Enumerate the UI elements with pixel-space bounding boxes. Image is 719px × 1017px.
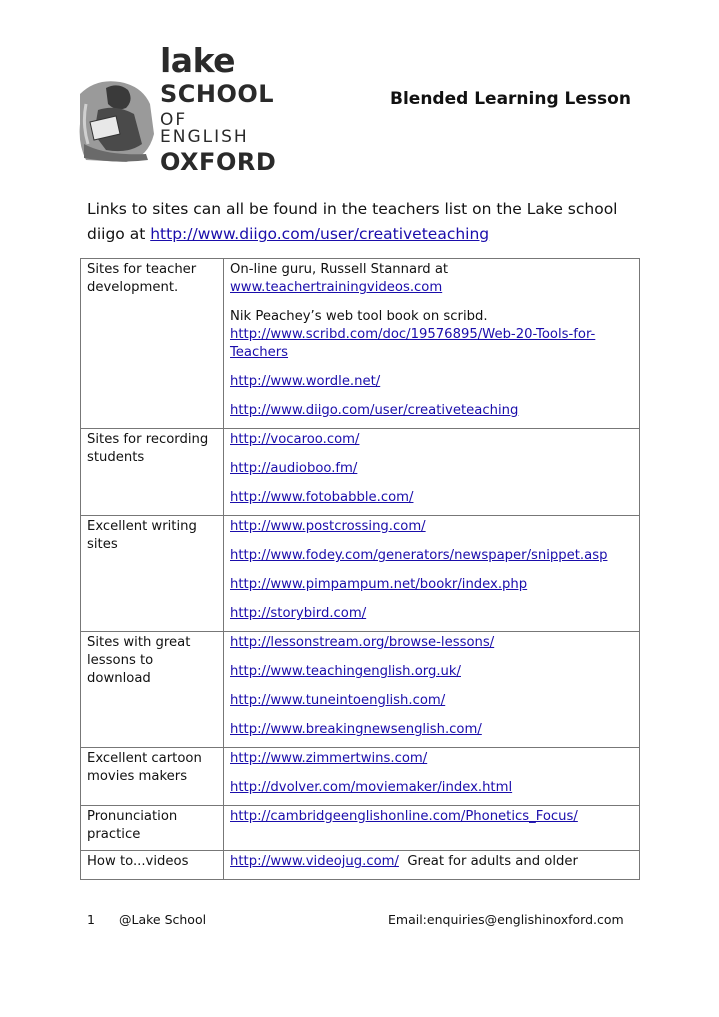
resources-cell xyxy=(224,632,640,748)
resource-link[interactable]: http://www.scribd.com/doc/19576895/Web-20-Tools-for-Teachers xyxy=(230,327,596,360)
resource-entry xyxy=(230,605,633,623)
table-row xyxy=(81,851,640,880)
resource-link[interactable]: http://www.wordle.net/ xyxy=(230,374,381,389)
resource-description: On-line guru, Russell Stannard at xyxy=(230,262,449,277)
resource-link[interactable]: http://www.tuneintoenglish.com/ xyxy=(230,693,446,708)
resources-cell xyxy=(224,806,640,851)
resource-link[interactable]: http://www.fotobabble.com/ xyxy=(230,490,414,505)
resource-entry xyxy=(230,308,633,362)
resource-entry xyxy=(230,750,633,768)
logo-word-school: SCHOOL xyxy=(160,80,275,108)
footer-copyright: @Lake School xyxy=(119,912,207,927)
resource-entry xyxy=(230,489,633,507)
links-table xyxy=(80,258,640,880)
category-cell: Pronunciation practice xyxy=(81,806,224,851)
resource-entry xyxy=(230,721,633,739)
category-cell: Excellent cartoon movies makers xyxy=(81,748,224,806)
table-row xyxy=(81,806,640,851)
resource-entry xyxy=(230,431,633,449)
resources-cell xyxy=(224,516,640,632)
resource-entry xyxy=(230,853,633,871)
resource-entry xyxy=(230,663,633,681)
resource-link[interactable]: http://lessonstream.org/browse-lessons/ xyxy=(230,635,495,650)
resource-link[interactable]: http://www.zimmertwins.com/ xyxy=(230,751,428,766)
table-row xyxy=(81,429,640,516)
resource-entry xyxy=(230,779,633,797)
table-row xyxy=(81,748,640,806)
resource-link[interactable]: http://www.pimpampum.net/bookr/index.php xyxy=(230,577,528,592)
intro-diigo-link[interactable]: http://www.diigo.com/user/creativeteaching xyxy=(150,225,490,243)
resources-cell xyxy=(224,429,640,516)
resource-entry xyxy=(230,373,633,391)
resource-link[interactable]: http://vocaroo.com/ xyxy=(230,432,360,447)
resource-entry xyxy=(230,402,633,420)
resource-entry xyxy=(230,518,633,536)
resource-note: Great for adults and older xyxy=(398,854,578,869)
page-number: 1 xyxy=(87,912,95,927)
lake-school-logo xyxy=(76,41,277,176)
resources-cell xyxy=(224,259,640,429)
resources-cell xyxy=(224,851,640,880)
category-cell: Sites for recording students xyxy=(81,429,224,516)
resource-entry xyxy=(230,808,633,826)
resource-link[interactable]: http://dvolver.com/moviemaker/index.html xyxy=(230,780,513,795)
resource-link[interactable]: http://www.videojug.com/ xyxy=(230,854,399,869)
category-cell: How to...videos xyxy=(81,851,224,880)
intro-paragraph xyxy=(87,197,647,247)
resource-entry xyxy=(230,634,633,652)
resource-link[interactable]: http://www.breakingnewsenglish.com/ xyxy=(230,722,482,737)
footer-email: Email:enquiries@englishinoxford.com xyxy=(388,912,624,927)
document-title: Blended Learning Lesson xyxy=(390,89,631,109)
resource-description: Nik Peachey’s web tool book on scribd. xyxy=(230,309,488,324)
resource-link[interactable]: www.teachertrainingvideos.com xyxy=(230,280,443,295)
resource-entry xyxy=(230,261,633,297)
resources-cell xyxy=(224,748,640,806)
resource-link[interactable]: http://storybird.com/ xyxy=(230,606,367,621)
logo-word-of-english: OF ENGLISH xyxy=(160,110,249,147)
resource-link[interactable]: http://www.fodey.com/generators/newspaper/snippet.asp xyxy=(230,548,608,563)
table-row xyxy=(81,259,640,429)
category-cell: Excellent writing sites xyxy=(81,516,224,632)
resource-entry xyxy=(230,576,633,594)
resource-entry xyxy=(230,692,633,710)
intro-text: Links to sites can all be found in the teachers list on the Lake school diigo at xyxy=(87,200,618,243)
resource-link[interactable]: http://audioboo.fm/ xyxy=(230,461,358,476)
category-cell: Sites with great lessons to download xyxy=(81,632,224,748)
resource-link[interactable]: http://www.postcrossing.com/ xyxy=(230,519,426,534)
category-cell: Sites for teacher development. xyxy=(81,259,224,429)
logo-word-oxford: OXFORD xyxy=(160,148,277,176)
resource-link[interactable]: http://www.diigo.com/user/creativeteaching xyxy=(230,403,519,418)
logo-word-lake: lake xyxy=(160,41,236,80)
resource-link[interactable]: http://cambridgeenglishonline.com/Phonetics_Focus/ xyxy=(230,809,578,824)
table-row xyxy=(81,516,640,632)
resource-link[interactable]: http://www.teachingenglish.org.uk/ xyxy=(230,664,461,679)
resource-entry xyxy=(230,460,633,478)
resource-entry xyxy=(230,547,633,565)
table-row xyxy=(81,632,640,748)
reading-figure-icon xyxy=(76,74,156,164)
